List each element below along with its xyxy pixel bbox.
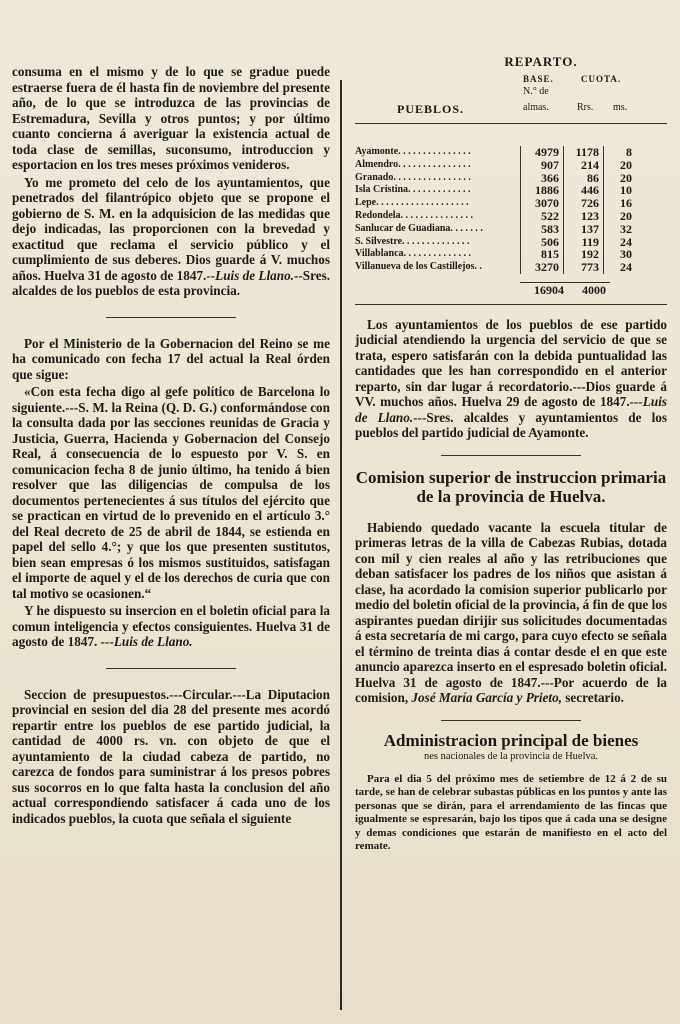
reparto-row <box>355 261 667 274</box>
base-value: 1886 <box>520 184 564 197</box>
base-value: 366 <box>520 172 564 185</box>
signature: ---Luis de Llano. <box>100 634 193 649</box>
divider <box>355 304 667 305</box>
base-value: 583 <box>520 223 564 236</box>
rrs-label: Rrs. <box>577 102 594 113</box>
ms-value: 10 <box>620 183 632 198</box>
paragraph-subastas: Para el dia 5 del próximo mes de setiembre de 12 á 2 de su tarde, se han de celebrar subastas públicas en los puntos y ante las personas que se dirán, para el arrendamiento de las fincas que igualmente se espresarán, bajo los tipos que á cada una se designe y demas condiciones que estarán de manifiesto en el acto del remate. <box>355 772 667 853</box>
rrs-value: 214 <box>564 159 604 172</box>
reparto-title: REPARTO. <box>504 54 578 69</box>
pueblo-name: Sanlucar de Guadiana. . . . . . . <box>355 222 483 234</box>
pueblo-name: Isla Cristina. . . . . . . . . . . . . <box>355 184 471 196</box>
rrs-value: 1178 <box>564 146 604 159</box>
rrs-value: 119 <box>564 236 604 249</box>
reparto-row <box>355 210 667 223</box>
reparto-row <box>355 146 667 159</box>
paragraph-insercion <box>12 603 330 650</box>
signature: --Luis de Llano. <box>206 267 294 283</box>
ms-value: 24 <box>620 234 632 249</box>
base-value: 907 <box>520 159 564 172</box>
rrs-value: 137 <box>564 223 604 236</box>
paragraph-ministerio: Por el Ministerio de la Gobernacion del Reino se me ha comunicado con fecha 17 del actual la Real órden que sigue: <box>12 335 330 382</box>
rrs-value: 446 <box>564 184 604 197</box>
base-value: 506 <box>520 236 564 249</box>
paragraph-comision <box>355 520 667 706</box>
reparto-row <box>355 223 667 236</box>
left-column <box>12 64 330 828</box>
almas-label: almas. <box>523 102 549 113</box>
total-base: 16904 <box>520 282 570 298</box>
signature-role: secretario. <box>561 690 624 706</box>
right-column <box>355 54 667 854</box>
administracion-subtitle: nes nacionales de la provincia de Huelva. <box>423 750 599 762</box>
ms-value: 20 <box>620 170 632 185</box>
paragraph-text: Habiendo quedado vacante la escuela titular de primeras letras de la villa de Cabezas Rubias, dotada con mil y cien reales al año y las retribuciones que deban satisfacer los padres de los niños que asistan á clase, ha acordado la comision superior publicarlo por medio del boletin oficial de la provincia, á fin de que los aspirantes puedan dirijir sus solicitudes documentadas á esta secretaría de mi cargo, para cuyo efecto se señala el término de treinta dias á contar desde el en que este anuncio aparezca inserto en el espresado boletin oficial. Huelva 31 de agosto de 1847.---Por acuerdo de la comision, <box>355 519 667 706</box>
paragraph-presupuestos: Seccion de presupuestos.---Circular.---La Diputacion provincial en sesion del dia 28 del presente mes acordó repartir entre los pueblos de ese partido judicial, la cantidad de 4000 rs. vn. con objeto de que el ayuntamiento de la ciudad cabeza de partido, no carezca de fondos para suministrar á los presos pobres sus socorros en lo que falta hasta la conclusion del año actual correspondiendo satisfacer á cada uno de los indicados pueblos, la cuota que señala el siguiente <box>12 686 330 826</box>
signature: ---Luis de Llano. <box>355 394 667 425</box>
pueblo-name: Villablanca. . . . . . . . . . . . . . <box>355 248 472 260</box>
ms-value: 32 <box>620 221 632 236</box>
pueblo-name: Redondela. . . . . . . . . . . . . . . <box>355 209 474 221</box>
rrs-value: 773 <box>564 261 604 274</box>
paragraph-text: Los ayuntamientos de los pueblos de ese partido judicial atendiendo la urgencia del servicio de que se trata, espero satisfarán con la debida puntualidad las cantidades que les han correspondido en el anterior reparto, sin dar lugar á recordatorio.---Dios guarde á VV. muchos años. Huelva 29 de agosto de 1847. <box>355 316 667 410</box>
base-value: 4979 <box>520 146 564 159</box>
base-value: 3270 <box>520 261 564 274</box>
addressee: ---Sres. alcaldes y ayuntamientos de los pueblos del partido judicial de Ayamonte. <box>355 409 667 441</box>
paragraph-ayuntamientos <box>12 175 330 299</box>
column-divider <box>340 80 342 1010</box>
administracion-title: Administracion principal de bienes <box>383 730 639 750</box>
n-label: N.° de <box>523 86 549 97</box>
pueblo-name: S. Silvestre. . . . . . . . . . . . . . <box>355 235 470 247</box>
ms-value: 20 <box>620 157 632 172</box>
paragraph-real-orden: «Con esta fecha digo al gefe político de Barcelona lo siguiente.---S. M. la Reina (Q. D. G.) conformándose con la consulta dada por las secciones reunidas de Gracia y Justicia, Guerra, Hacienda y Gobernacion del Consejo Real, á consecuencia de lo espuesto por V. S. en comunicacion fecha 8 de junio último, ha tenido á bien resolver que las diligencias de compulsa de los documentos pertenecientes á sus títulos del ejército que se practican en virtud de lo prevenido en el artículo 3.° del Real decreto de 25 de abril de 1844, se estienda en papel del sello 4.°; y que los que presenten sustitutos, bien sean empresas ó los mismos sustituidos, satisfagan el importe de aquel y el de los derechos de curia que con tal motivo se ocasionen.“ <box>12 384 330 601</box>
reparto-header <box>355 72 667 124</box>
ms-value: 20 <box>620 208 632 223</box>
paragraph-text: Y he dispuesto su insercion en el boletin oficial para la comun inteligencia y efectos consiguientes. Huelva 31 de agosto de 1847. <box>12 603 330 649</box>
base-label: BASE. <box>523 74 554 84</box>
cuota-label: CUOTA. <box>581 74 622 84</box>
rrs-value: 86 <box>564 172 604 185</box>
pueblo-name: Ayamonte. . . . . . . . . . . . . . . <box>355 146 471 157</box>
signature: José María García y Prieto, <box>411 690 562 706</box>
ms-value: 30 <box>620 247 632 262</box>
paragraph-ayuntamientos-partido <box>355 317 667 441</box>
separator <box>106 668 236 669</box>
reparto-row <box>355 159 667 172</box>
reparto-rows <box>355 146 667 274</box>
pueblo-name: Villanueva de los Castillejos. . <box>355 261 482 273</box>
ms-value: 24 <box>620 260 632 275</box>
base-value: 3070 <box>520 197 564 210</box>
separator <box>106 317 236 318</box>
separator <box>441 455 581 456</box>
pueblo-name: Almendro. . . . . . . . . . . . . . . <box>355 158 471 170</box>
ms-label: ms. <box>613 102 628 113</box>
pueblos-label: PUEBLOS. <box>397 102 465 116</box>
pueblo-name: Granado. . . . . . . . . . . . . . . . <box>355 171 471 183</box>
comision-title: Comision superior de instruccion primaria de la provincia de Huelva. <box>355 467 667 506</box>
total-rrs: 4000 <box>570 282 610 298</box>
rrs-value: 192 <box>564 248 604 261</box>
paragraph-text: Yo me prometo del celo de los ayuntamientos, que penetrados del filantrópico objeto que se propone el gobierno de S. M. en la adquisicion de las medidas que dejo indicadas, las proporcionen con la brevedad y exactitud que reclama el servicio público y el cumplimiento de sus deberes. Dios guarde á V. muchos años. Huelva 31 de agosto de 1847. <box>12 174 330 283</box>
addressee: --Sres. alcaldes de los pueblos de esta provincia. <box>12 267 330 298</box>
separator <box>441 720 581 721</box>
pueblo-name: Lepe. . . . . . . . . . . . . . . . . . . <box>355 197 469 209</box>
paragraph-continued: consuma en el mismo y de lo que se gradue puede estraerse fuera de él hasta fin de noviembre del presente año, de lo que se introduzca de las provincias de Estremadura, Sevilla y otros puntos; y por último cuanto concierna á averiguar la existencia actual de toda clase de semillas, suconsumo, introduccion y esportacion en los tres meses próximos venideros. <box>12 64 330 172</box>
rrs-value: 123 <box>564 210 604 223</box>
ms-value: 8 <box>626 145 632 159</box>
rrs-value: 726 <box>564 197 604 210</box>
ms-value: 16 <box>620 196 632 211</box>
base-value: 522 <box>520 210 564 223</box>
base-value: 815 <box>520 248 564 261</box>
reparto-totals <box>355 280 667 298</box>
